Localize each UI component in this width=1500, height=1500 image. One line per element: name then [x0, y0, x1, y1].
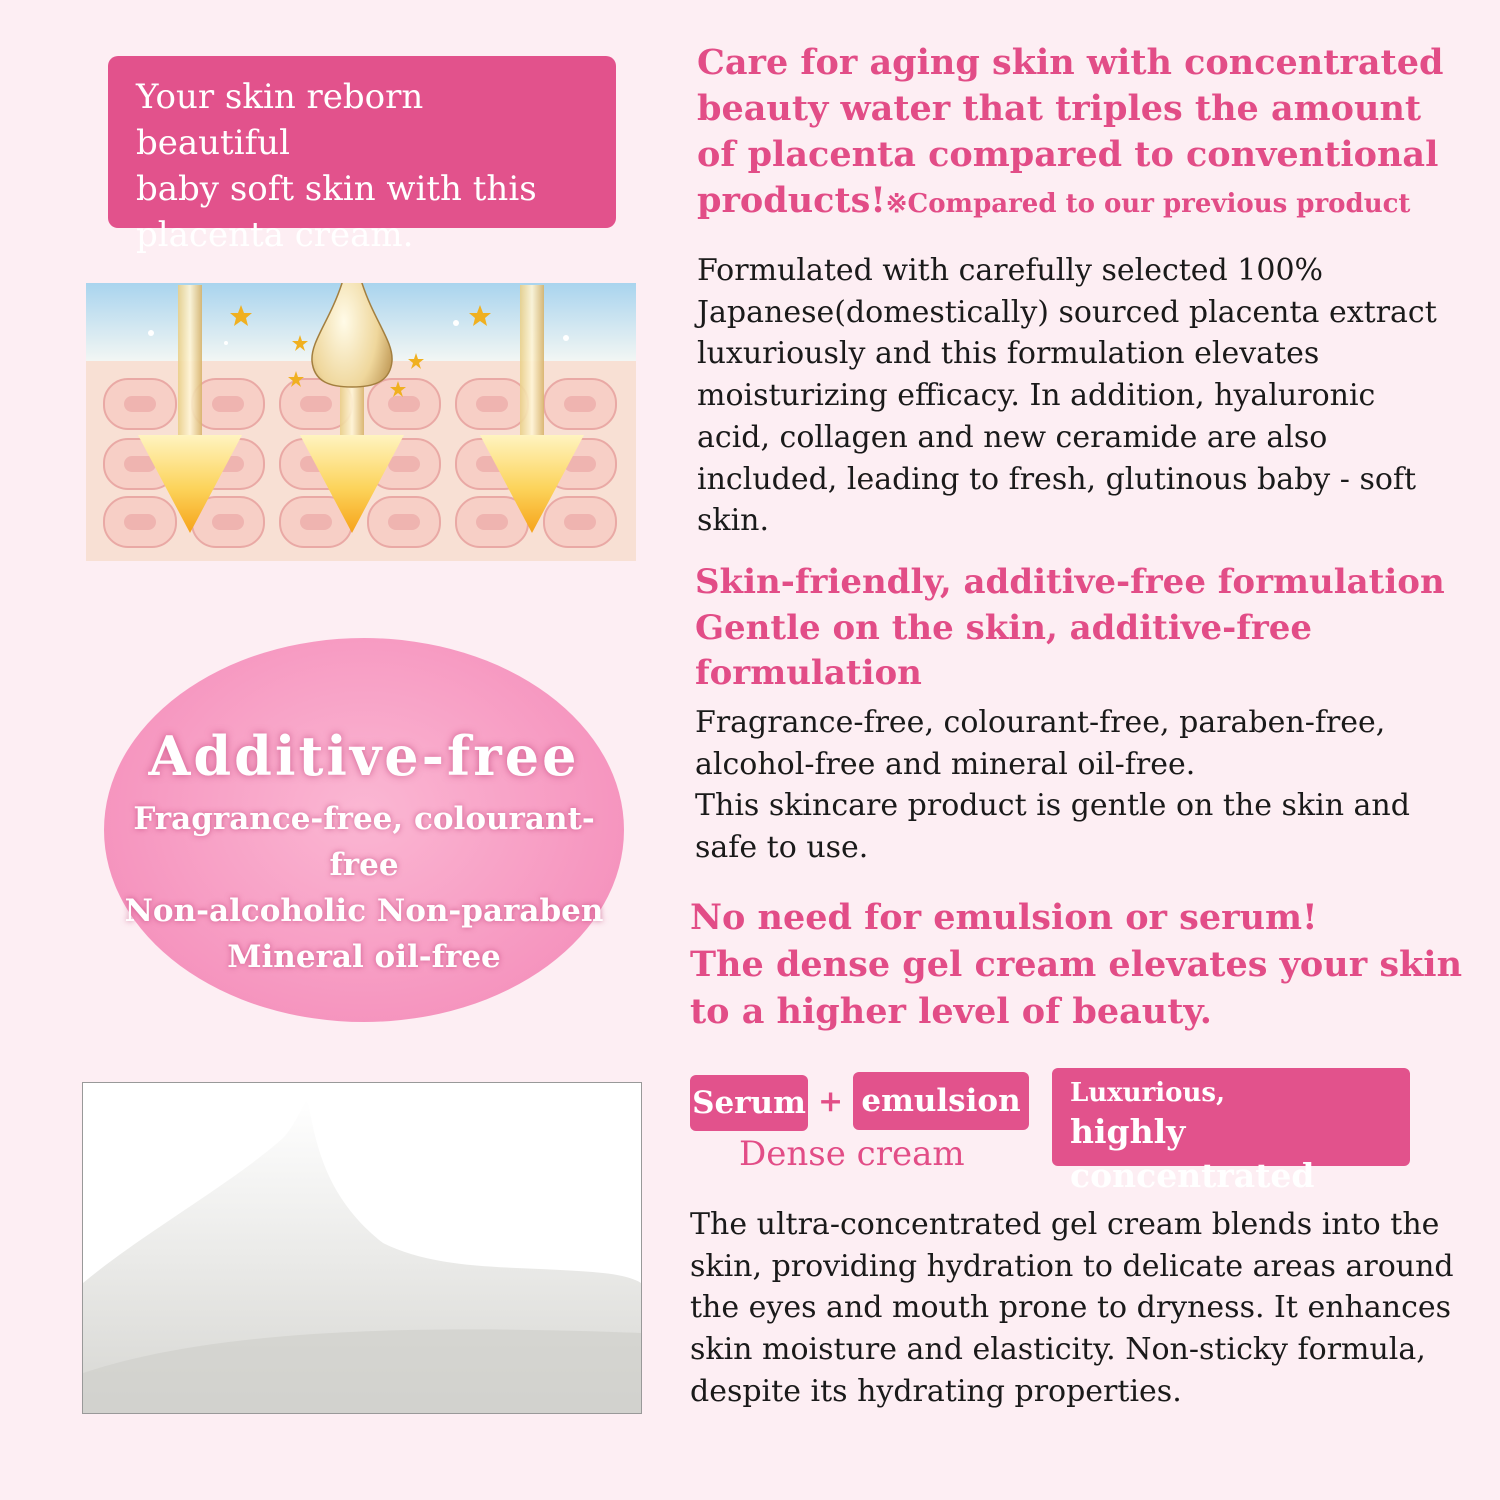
section1-heading-text: Care for aging skin with concentrated beauty water that triples the amount of placenta compared to conventional products!	[697, 42, 1444, 221]
plus-sign: +	[818, 1084, 844, 1119]
section2-heading: Skin-friendly, additive-free formulation Gentle on the skin, additive-free formulation	[695, 562, 1445, 693]
section1-heading	[697, 40, 1457, 227]
section2-body-line: Fragrance-free, colourant-free, paraben-free, alcohol-free and mineral oil-free.	[695, 705, 1386, 782]
badge-line: Non-alcoholic Non-paraben	[124, 893, 604, 929]
section2-body-line: This skincare product is gentle on the skin and safe to use.	[695, 788, 1410, 866]
badge-line: Mineral oil-free	[227, 939, 501, 975]
callout-line-2: baby soft skin with this	[136, 169, 537, 209]
section3-heading-line: No need for emulsion or serum!	[690, 897, 1318, 938]
emulsion-pill: emulsion	[853, 1072, 1029, 1130]
skin-illustration	[86, 283, 636, 561]
luxurious-pill	[1052, 1068, 1410, 1195]
section1-note: ※Compared to our previous product	[885, 189, 1411, 219]
section2-body	[695, 702, 1455, 869]
badge-title: Additive-free	[148, 724, 580, 788]
luxurious-line-2: highly concentrated	[1070, 1112, 1315, 1195]
dense-cream-label: Dense cream	[739, 1134, 965, 1174]
callout-line-3: placenta cream.	[136, 215, 414, 255]
callout-line-1: Your skin reborn beautiful	[136, 77, 424, 163]
section3-heading	[690, 894, 1470, 1035]
badge-line: Fragrance-free, colourant-free	[133, 801, 595, 883]
callout-box	[108, 56, 616, 255]
additive-free-badge	[104, 638, 624, 1022]
cream-texture-image	[82, 1082, 642, 1414]
section3-heading-line: The dense gel cream elevates your skin to a higher level of beauty.	[690, 944, 1463, 1032]
section1-body: Formulated with carefully selected 100% Japanese(domestically) sourced placenta extract luxuriously and this formulation elevates moisturizing efficacy. In addition, hyaluronic acid, collagen and new ceramide are also included, leading to fresh, glutinous baby - soft skin.	[697, 253, 1437, 539]
luxurious-line-1: Luxurious,	[1070, 1078, 1226, 1108]
serum-pill: Serum	[690, 1075, 808, 1131]
section4-body: The ultra-concentrated gel cream blends into the skin, providing hydration to delicate areas around the eyes and mouth prone to dryness. It enhances skin moisture and elasticity. Non-sticky formula, despite its hydrating properties.	[690, 1207, 1454, 1409]
